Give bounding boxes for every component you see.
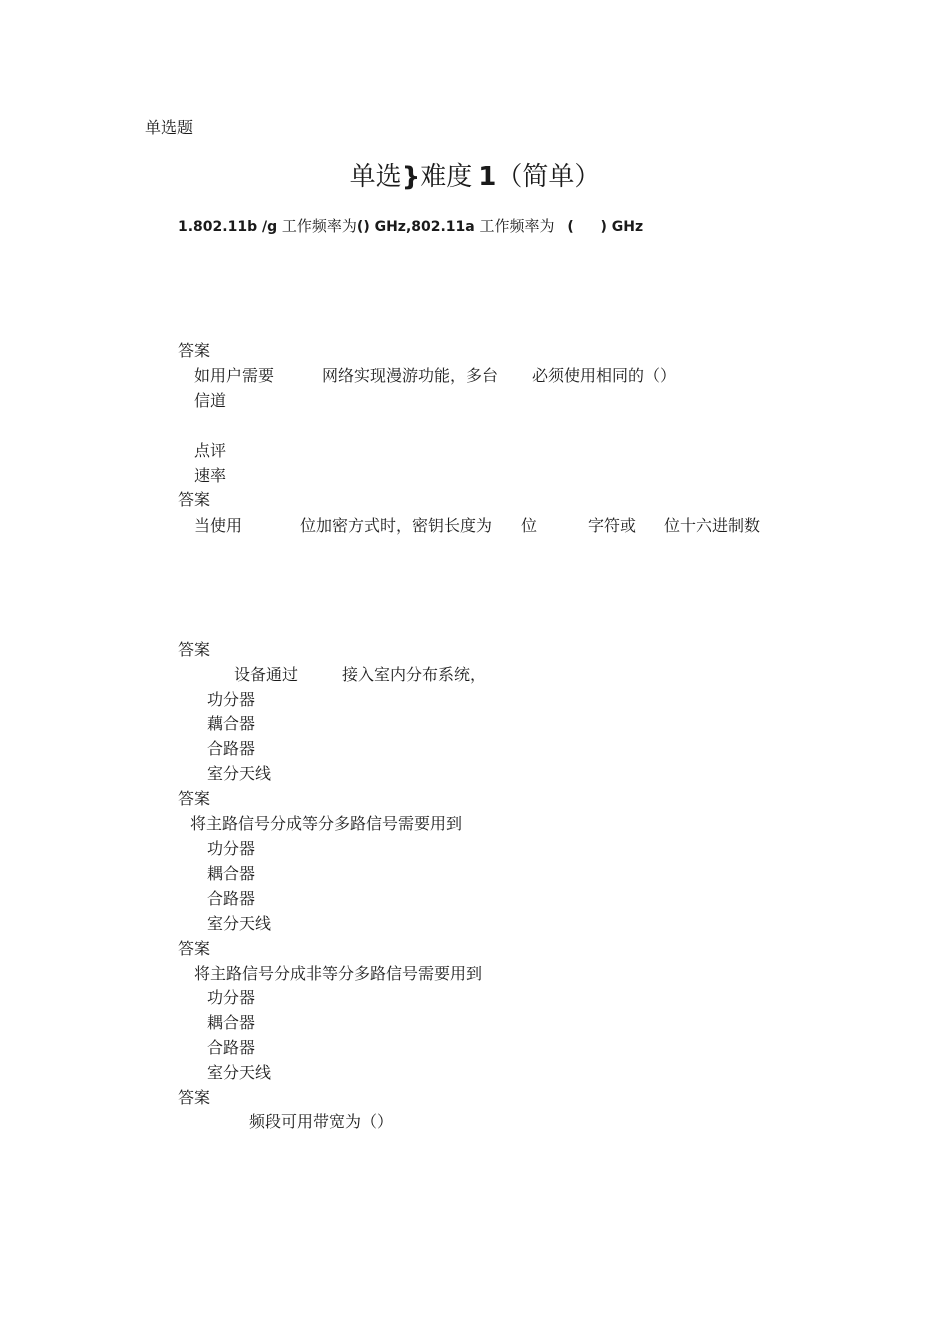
question-1 bbox=[178, 216, 643, 237]
q6-option: 室分天线 bbox=[207, 1063, 272, 1082]
q1-part-3: () GHz,802.11a bbox=[356, 219, 475, 235]
q2-seg-1: 如用户需要 bbox=[194, 366, 275, 385]
q5-option: 室分天线 bbox=[207, 914, 272, 933]
question-7: 频段可用带宽为（） bbox=[249, 1112, 394, 1131]
q2-seg-3: 必须使用相同的（） bbox=[532, 366, 677, 385]
q4-option: 合路器 bbox=[207, 739, 256, 758]
q4-option: 功分器 bbox=[207, 690, 256, 709]
title-part-5: （简单） bbox=[496, 162, 601, 192]
q3-seg-5: 位十六进制数 bbox=[664, 516, 761, 535]
q4-option: 藕合器 bbox=[207, 714, 256, 733]
answer-label: 答案 bbox=[178, 341, 211, 360]
q1-part-6: ) GHz bbox=[600, 219, 644, 235]
q1-part-1: 1.802.11b /g bbox=[178, 219, 278, 235]
q3-seg-1: 当使用 bbox=[194, 516, 243, 535]
title-part-4: 1 bbox=[478, 162, 497, 192]
q1-part-4: 工作频率为 bbox=[479, 217, 555, 235]
title-part-2: } bbox=[401, 162, 421, 192]
q2-option: 信道 bbox=[194, 391, 227, 410]
q4-seg-2: 接入室内分布系统， bbox=[342, 665, 487, 684]
q4-option: 室分天线 bbox=[207, 764, 272, 783]
q5-option: 耦合器 bbox=[207, 864, 256, 883]
q2-option: 速率 bbox=[194, 466, 227, 485]
section-label: 单选题 bbox=[145, 118, 194, 137]
q1-part-2: 工作频率为 bbox=[281, 217, 357, 235]
answer-label: 答案 bbox=[178, 939, 211, 958]
q3-seg-4: 字符或 bbox=[588, 516, 637, 535]
answer-label: 答案 bbox=[178, 789, 211, 808]
q3-seg-3: 位 bbox=[521, 516, 538, 535]
answer-label: 答案 bbox=[178, 640, 211, 659]
question-5: 将主路信号分成等分多路信号需要用到 bbox=[190, 814, 463, 833]
question-6: 将主路信号分成非等分多路信号需要用到 bbox=[194, 964, 483, 983]
q6-option: 功分器 bbox=[207, 988, 256, 1007]
q2-option: 点评 bbox=[194, 441, 227, 460]
q4-seg-1: 设备通过 bbox=[234, 665, 299, 684]
answer-label: 答案 bbox=[178, 490, 211, 509]
q5-option: 合路器 bbox=[207, 889, 256, 908]
title-part-1: 单选 bbox=[349, 162, 402, 192]
q6-option: 耦合器 bbox=[207, 1013, 256, 1032]
title-part-3: 难度 bbox=[420, 162, 473, 192]
q1-part-5: ( bbox=[567, 219, 574, 235]
q5-option: 功分器 bbox=[207, 839, 256, 858]
q3-seg-2: 位加密方式时，密钥长度为 bbox=[300, 516, 493, 535]
answer-label: 答案 bbox=[178, 1088, 211, 1107]
q6-option: 合路器 bbox=[207, 1038, 256, 1057]
document-title bbox=[0, 160, 950, 194]
q2-seg-2: 网络实现漫游功能，多台 bbox=[322, 366, 499, 385]
